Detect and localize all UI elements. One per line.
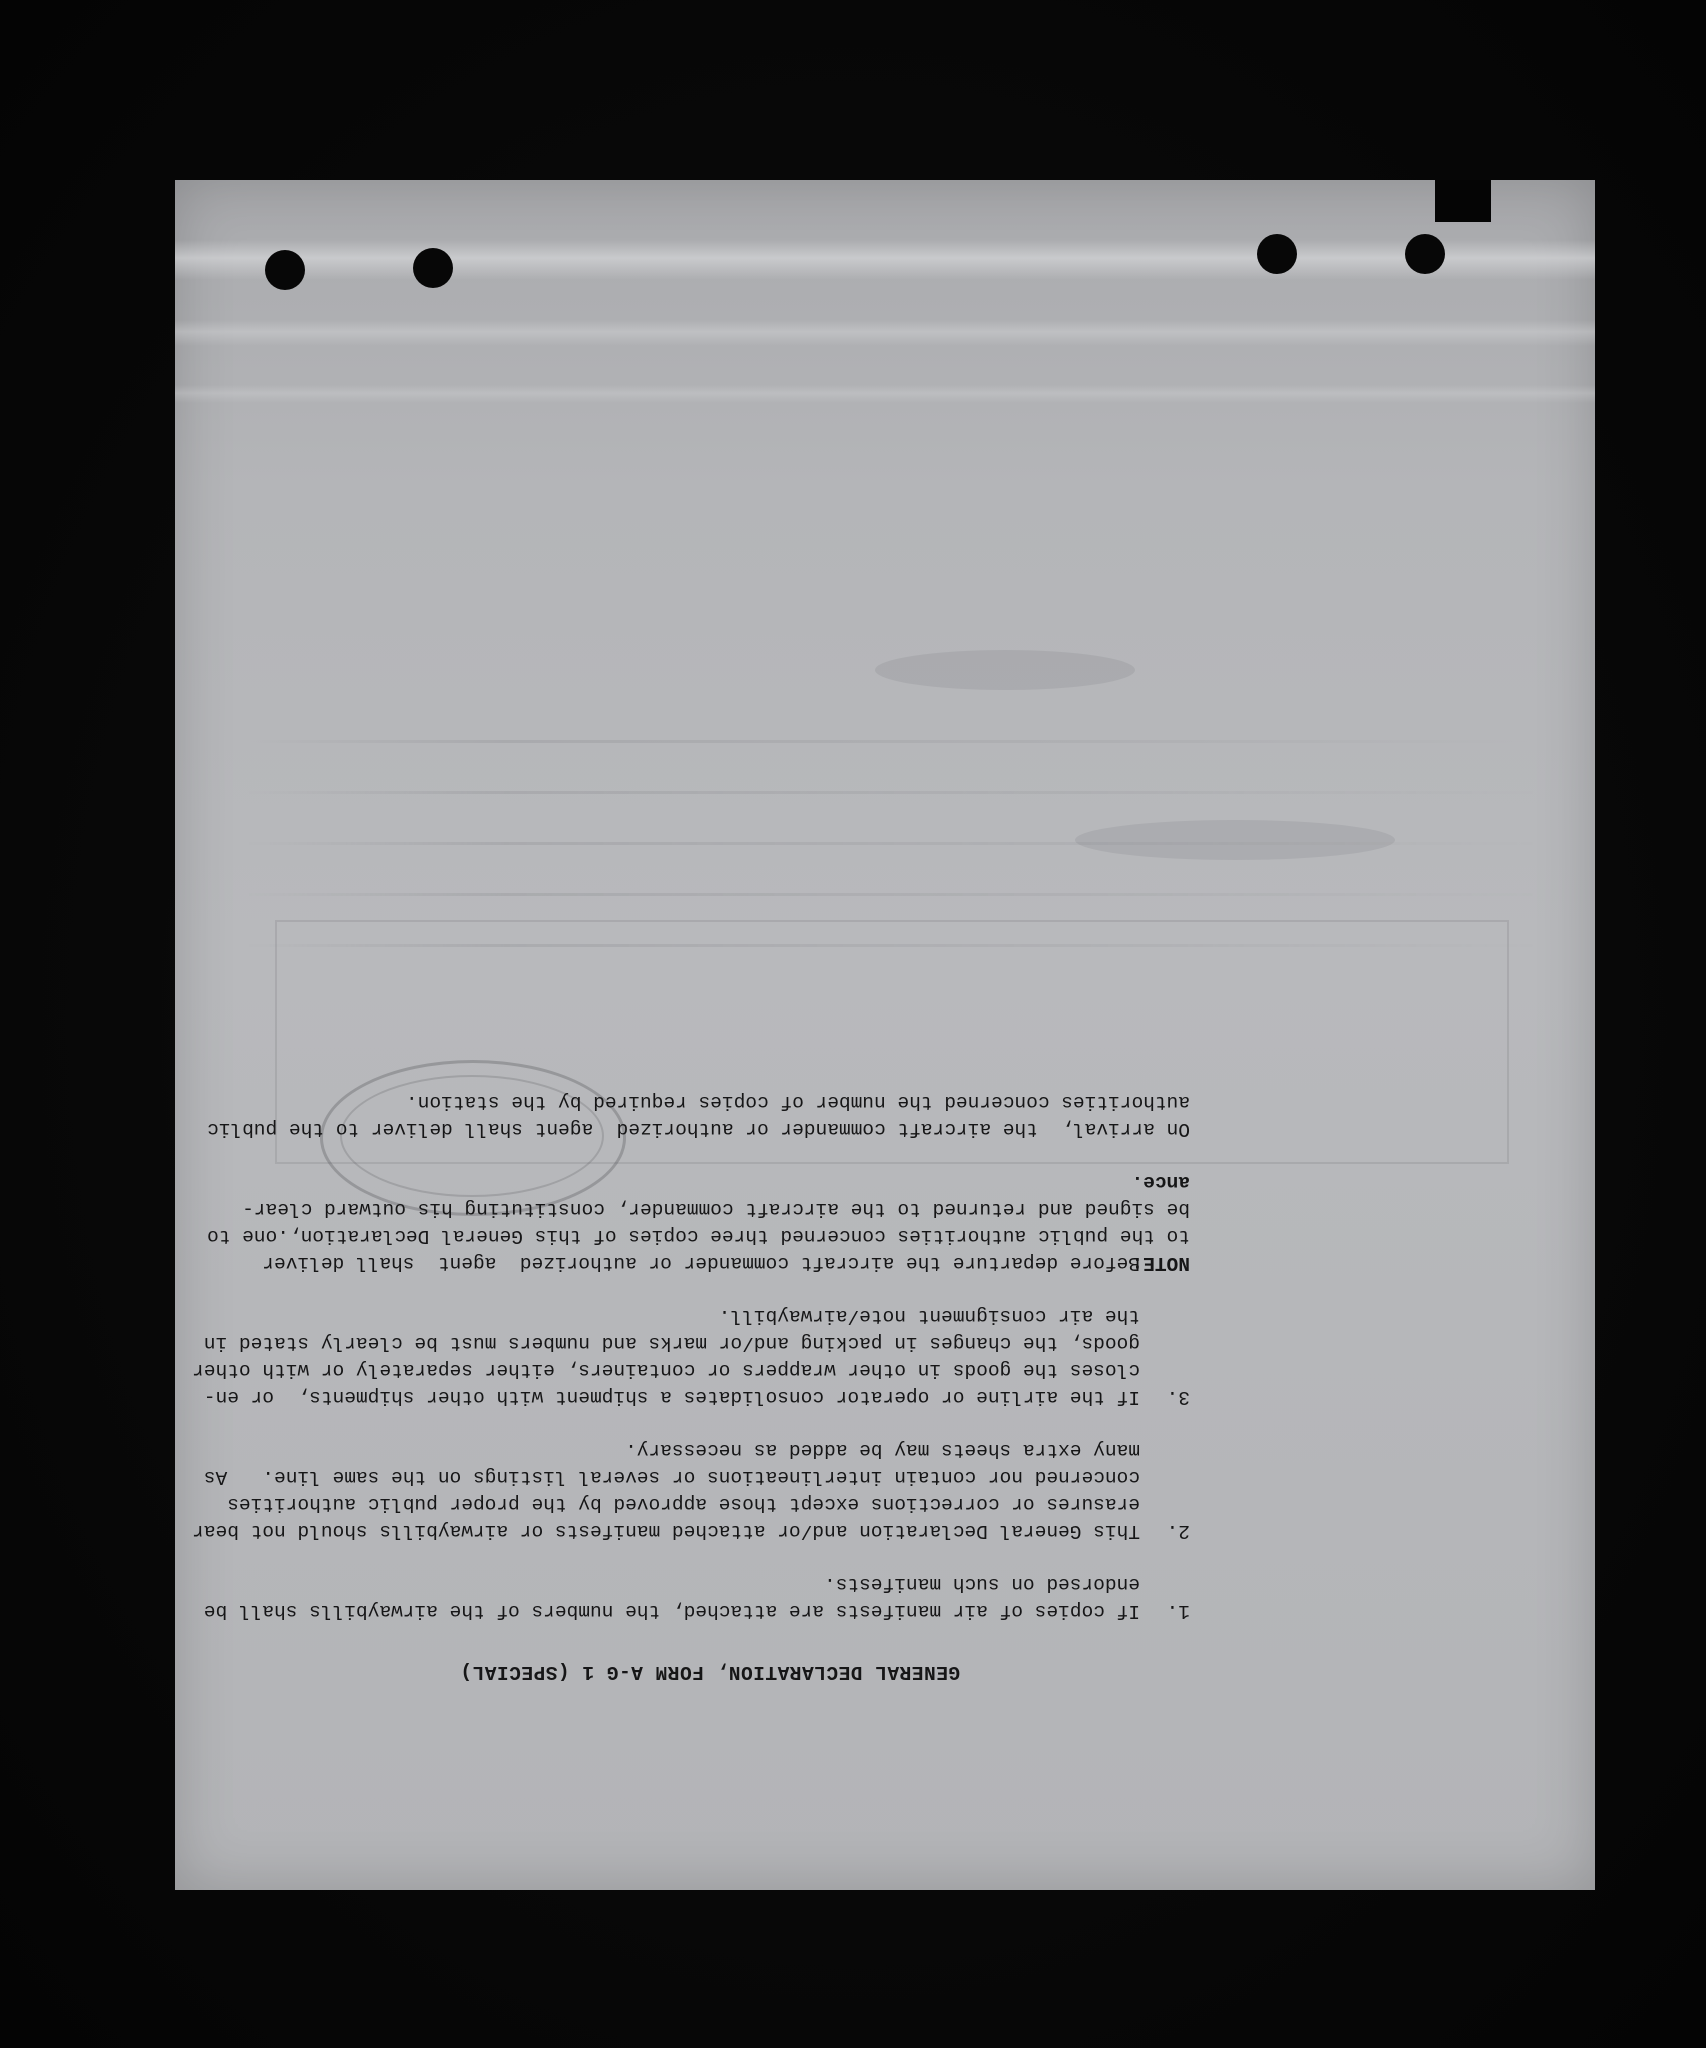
upside-down-text-block xyxy=(192,1035,1190,1685)
paper-tab-mark xyxy=(1435,180,1491,222)
note-line: Before departure the aircraft commander or authorized agent shall deliver xyxy=(262,1252,1140,1274)
item-number: 3. xyxy=(1166,1386,1190,1408)
list-item xyxy=(192,1436,1190,1544)
list-item xyxy=(203,1570,1190,1624)
ink-smudge xyxy=(1075,820,1395,860)
arrival-paragraph xyxy=(207,1088,1190,1142)
item-line: many extra sheets may be added as necessary. xyxy=(625,1439,1140,1461)
document-title: GENERAL DECLARATION, FORM A-G 1 (SPECIAL) xyxy=(459,1661,961,1683)
arrival-line: On arrival, the aircraft commander or authorized agent shall deliver to the public xyxy=(207,1118,1190,1140)
item-number: 1. xyxy=(1166,1600,1190,1622)
item-line: If copies of air manifests are attached, the numbers of the airwaybills shall be xyxy=(203,1600,1140,1622)
note-line: to the public authorities concerned three copies of this General Declaration,.one to xyxy=(207,1225,1190,1247)
item-line: goods, the changes in packing and/or marks and numbers must be clearly stated in xyxy=(203,1332,1140,1354)
paper-fold-band xyxy=(175,320,1595,346)
note-section xyxy=(262,1249,1190,1276)
punch-hole xyxy=(265,250,305,290)
punch-hole xyxy=(413,248,453,288)
paper-fold-band xyxy=(175,385,1595,403)
item-line: If the airline or operator consolidates a shipment with other shipments, or en- xyxy=(203,1386,1140,1408)
note-line: ance. xyxy=(1131,1171,1190,1193)
paper-fold-band xyxy=(175,240,1595,280)
punch-hole xyxy=(1257,234,1297,274)
item-line: concerned nor contain interlineations or several listings on the same line. As xyxy=(203,1466,1140,1488)
item-line: the air consignment note/airwaybill. xyxy=(718,1305,1140,1327)
item-line: This General Declaration and/or attached manifests or airwaybills should not bear xyxy=(192,1520,1140,1542)
note-continuation xyxy=(207,1168,1190,1249)
note-label: NOTE: xyxy=(1131,1252,1190,1274)
item-line: erasures or corrections except those approved by the proper public authorities xyxy=(227,1493,1140,1515)
list-item xyxy=(192,1302,1190,1410)
note-line: be signed and returned to the aircraft commander, constituting his outward clear- xyxy=(242,1198,1190,1220)
item-line: endorsed on such manifests. xyxy=(824,1573,1140,1595)
item-number: 2. xyxy=(1166,1520,1190,1542)
arrival-line: authorities concerned the number of copies required by the station. xyxy=(405,1091,1190,1113)
punch-hole xyxy=(1405,234,1445,274)
ink-smudge xyxy=(875,650,1135,690)
item-line: closes the goods in other wrappers or containers, either separately or with other xyxy=(192,1359,1140,1381)
